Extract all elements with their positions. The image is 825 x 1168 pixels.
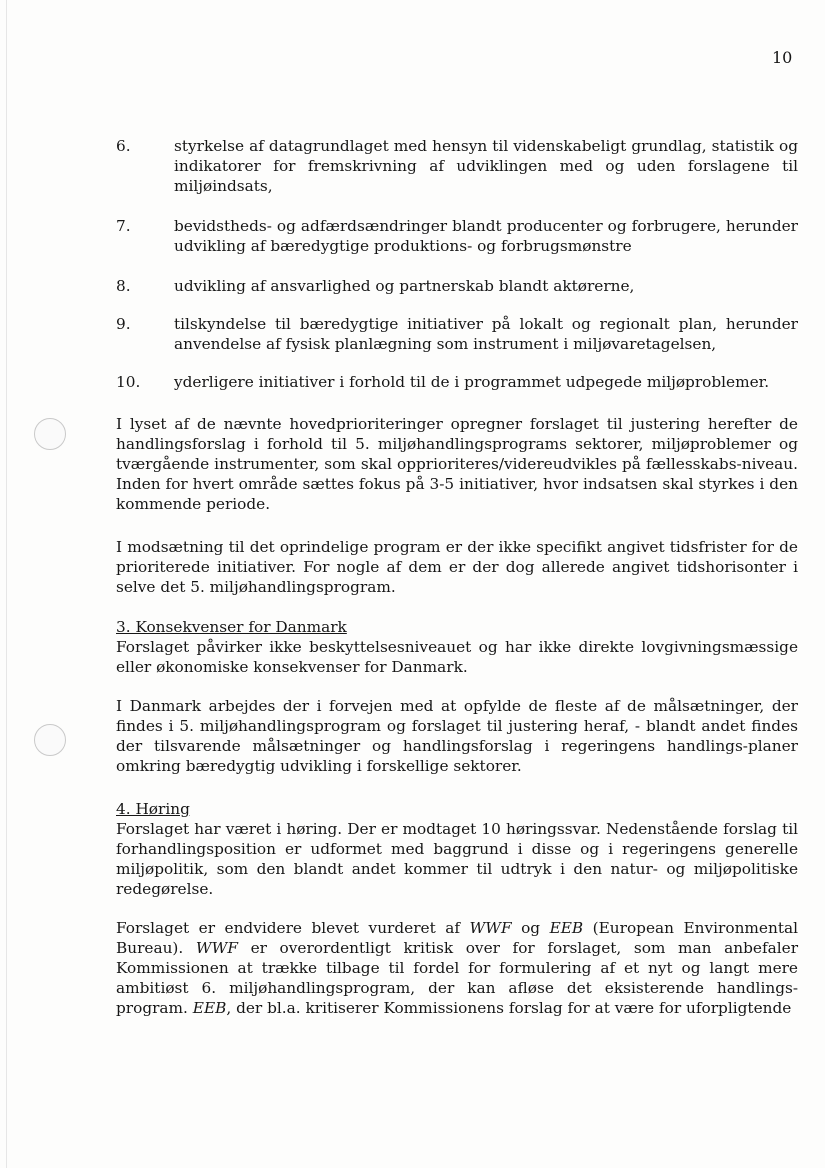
- punch-hole-top: [34, 418, 66, 450]
- list-item-number: 10.: [116, 373, 141, 391]
- section-heading-hearing: 4. Høring: [116, 800, 190, 818]
- punch-hole-bottom: [34, 724, 66, 756]
- org-name-wwf: WWF: [469, 919, 512, 937]
- scan-margin-line: [6, 0, 7, 1168]
- paragraph-deadlines: I modsætning til det oprindelige program er der ikke specifikt angivet tidsfrister for de prioriterede initiativer. For nogle af dem er der dog allerede angivet tidshorisonter i selve det 5. miljøhandlingsprogram.: [116, 538, 798, 596]
- section-consequences: [116, 617, 798, 677]
- org-name-eeb: EEB: [549, 919, 584, 937]
- text-run: Forslaget er endvidere blevet vurderet af: [116, 919, 470, 937]
- text-run: og: [511, 919, 550, 937]
- section-hearing: [116, 799, 798, 899]
- paragraph-consequences: Forslaget påvirker ikke beskyttelsesniveauet og har ikke direkte lovgivningsmæssige eller økonomiske konsekvenser for Danmark.: [116, 638, 798, 676]
- list-item: [116, 314, 798, 354]
- list-item-text: styrkelse af datagrundlaget med hensyn til videnskabeligt grundlag, statistik og indikatorer for fremskrivning af udviklingen med og uden forslagene til miljøindsats,: [174, 137, 798, 195]
- text-run: er overordentligt kritisk over for forslaget, som man anbefaler Kommissionen at trække tilbage til fordel for formulering af et nyt og langt mere ambitiøst 6. miljøhandlingsprogram, der kan afløse det eksisterende handlings-program.: [116, 939, 799, 1017]
- text-run: , der bl.a. kritiserer Kommissionens forslag for at være for uforpligtende: [226, 999, 792, 1017]
- list-item-number: 9.: [116, 315, 131, 333]
- list-item-text: udvikling af ansvarlighed og partnerskab blandt aktørerne,: [174, 277, 635, 295]
- page-number: 10: [772, 48, 793, 67]
- list-item: [116, 136, 798, 196]
- list-item-number: 7.: [116, 217, 131, 235]
- list-item: [116, 372, 798, 392]
- section-heading-consequences: 3. Konsekvenser for Danmark: [116, 618, 347, 636]
- list-item-number: 8.: [116, 277, 131, 295]
- paragraph-denmark-work: I Danmark arbejdes der i forvejen med at opfylde de fleste af de målsætninger, der findes i 5. miljøhandlingsprogram og forslaget til justering heraf, - blandt andet findes der tilsvarende målsætninger og handlingsforslag i regeringens handlings-planer omkring bæredygtig udvikling i forskellige sektorer.: [116, 697, 798, 775]
- list-item-number: 6.: [116, 137, 131, 155]
- list-item-text: tilskyndelse til bæredygtige initiativer på lokalt og regionalt plan, herunder anvendelse af fysisk planlægning som instrument i miljøvaretagelsen,: [174, 315, 798, 353]
- list-item: [116, 276, 798, 296]
- org-name-wwf: WWF: [195, 939, 238, 957]
- org-name-eeb: EEB: [192, 999, 227, 1017]
- list-item-text: yderligere initiativer i forhold til de i programmet udpegede miljøproblemer.: [174, 373, 770, 391]
- list-item-text: bevidstheds- og adfærdsændringer blandt producenter og forbrugere, herunder udvikling af bæredygtige produktions- og forbrugsmønstre: [174, 217, 798, 255]
- paragraph-hearing: Forslaget har været i høring. Der er modtaget 10 høringssvar. Nedenstående forslag til forhandlingsposition er udformet med baggrund i disse og i regeringens generelle miljøpolitik, som den blandt andet kommer til udtryk i den natur- og miljøpolitiske redegørelse.: [116, 820, 798, 898]
- list-item: [116, 216, 798, 256]
- paragraph-ngo-assessment: [116, 918, 798, 1018]
- numbered-list: [116, 136, 798, 392]
- paragraph-priorities: I lyset af de nævnte hovedprioriteringer opregner forslaget til justering herefter de handlingsforslag i forhold til 5. miljøhandlingsprograms sektorer, miljøproblemer og tværgående instrumenter, som skal opprioriteres/videreudvikles på fællesskabs-niveau. Inden for hvert område sættes fokus på 3-5 initiativer, hvor indsatsen skal styrkes i den kommende periode.: [116, 415, 798, 513]
- text-run: (European Environmental Bureau).: [116, 919, 799, 957]
